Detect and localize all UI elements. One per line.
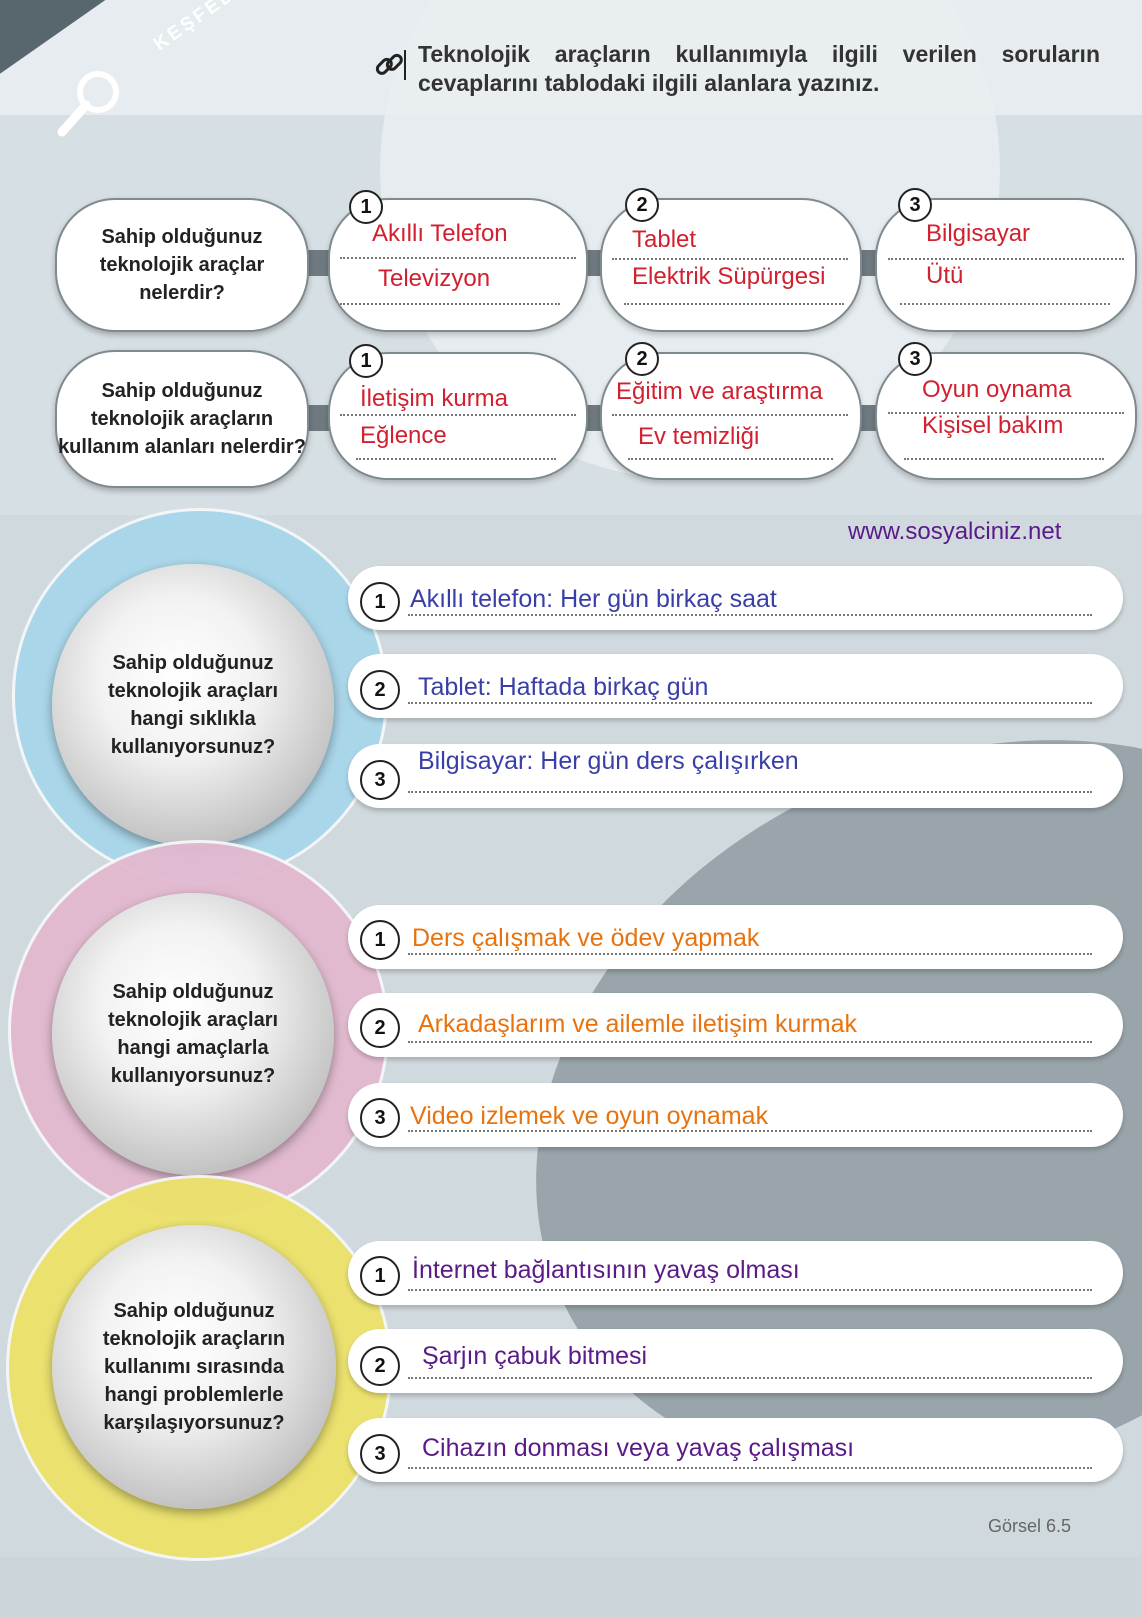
cell-number: 2 xyxy=(625,188,659,222)
answer-number: 2 xyxy=(360,1008,400,1048)
magnifier-icon xyxy=(52,62,132,142)
answer-text[interactable]: Bilgisayar xyxy=(926,220,1031,247)
answer-number: 1 xyxy=(360,1256,400,1296)
website-link[interactable]: www.sosyalciniz.net xyxy=(848,518,1062,545)
answer-text[interactable]: Ütü xyxy=(926,262,964,289)
answer-number: 3 xyxy=(360,1098,400,1138)
answer-text[interactable]: İnternet bağlantısının yavaş olması xyxy=(412,1256,800,1284)
answer-line xyxy=(628,458,833,460)
answer-line xyxy=(408,791,1092,793)
section-question: Sahip olduğunuz teknolojik araçların kullanımı sırasında hangi problemlerle karşılaşıyorsunuz? xyxy=(52,1225,336,1509)
cell-number: 3 xyxy=(898,188,932,222)
link-icon xyxy=(372,48,406,82)
answer-text[interactable]: Elektrik Süpürgesi xyxy=(632,263,826,290)
answer-line xyxy=(356,458,556,460)
answer-line xyxy=(888,258,1124,260)
answer-text[interactable]: Akıllı Telefon xyxy=(372,220,508,247)
answer-line xyxy=(408,1467,1092,1469)
cell-number: 2 xyxy=(625,342,659,376)
question-pill: Sahip olduğunuz teknolojik araçlar nelerdir? xyxy=(55,198,309,332)
answer-line xyxy=(612,258,848,260)
figure-caption: Görsel 6.5 xyxy=(988,1516,1072,1536)
answer-number: 2 xyxy=(360,670,400,710)
answer-text[interactable]: İletişim kurma xyxy=(360,385,509,412)
instruction-text: Teknolojik araçların kullanımıyla ilgili verilen soruların cevaplarını tablodaki ilgili alanlara yazınız. xyxy=(418,41,1100,96)
answer-line xyxy=(904,458,1104,460)
cell-number: 1 xyxy=(349,344,383,378)
answer-text[interactable]: Oyun oynama xyxy=(922,376,1072,403)
answer-text[interactable]: Video izlemek ve oyun oynamak xyxy=(410,1102,769,1130)
answer-line xyxy=(612,414,848,416)
answer-number: 2 xyxy=(360,1346,400,1386)
question-pill: Sahip olduğunuz teknolojik araçların kullanım alanları nelerdir? xyxy=(55,350,309,488)
cell-number: 3 xyxy=(898,342,932,376)
answer-text[interactable]: Eğitim ve araştırma xyxy=(616,378,823,405)
answer-text[interactable]: Eğlence xyxy=(360,422,447,449)
answer-number: 3 xyxy=(360,1434,400,1474)
answer-text[interactable]: Cihazın donması veya yavaş çalışması xyxy=(422,1434,855,1462)
answer-line xyxy=(624,303,844,305)
answer-text[interactable]: Arkadaşlarım ve ailemle iletişim kurmak xyxy=(418,1010,858,1038)
answer-line xyxy=(408,1041,1092,1043)
answer-number: 1 xyxy=(360,582,400,622)
section-question: Sahip olduğunuz teknolojik araçları hangi amaçlarla kullanıyorsunuz? xyxy=(52,893,334,1175)
cell-number: 1 xyxy=(349,190,383,224)
answer-text[interactable]: Kişisel bakım xyxy=(922,412,1064,439)
answer-line xyxy=(408,1377,1092,1379)
answer-text[interactable]: Tablet xyxy=(632,226,697,253)
answer-line xyxy=(340,414,576,416)
answer-line xyxy=(408,702,1092,704)
answer-line xyxy=(408,953,1092,955)
answer-line xyxy=(340,303,560,305)
answer-number: 1 xyxy=(360,920,400,960)
answer-text[interactable]: Televizyon xyxy=(378,265,491,292)
answer-text[interactable]: Tablet: Haftada birkaç gün xyxy=(418,673,709,701)
answer-line xyxy=(408,1130,1092,1132)
answer-text[interactable]: Bilgisayar: Her gün ders çalışırken xyxy=(418,747,799,775)
answer-text[interactable]: Ders çalışmak ve ödev yapmak xyxy=(412,924,760,952)
answer-number: 3 xyxy=(360,760,400,800)
answer-text[interactable]: Şarjın çabuk bitmesi xyxy=(422,1342,648,1370)
answer-text[interactable]: Ev temizliği xyxy=(638,423,760,450)
answer-line xyxy=(408,614,1092,616)
section-question: Sahip olduğunuz teknolojik araçları hangi sıklıkla kullanıyorsunuz? xyxy=(52,564,334,846)
answer-line xyxy=(340,257,576,259)
answer-line xyxy=(900,303,1110,305)
answer-text[interactable]: Akıllı telefon: Her gün birkaç saat xyxy=(410,585,777,613)
answer-line xyxy=(408,1289,1092,1291)
